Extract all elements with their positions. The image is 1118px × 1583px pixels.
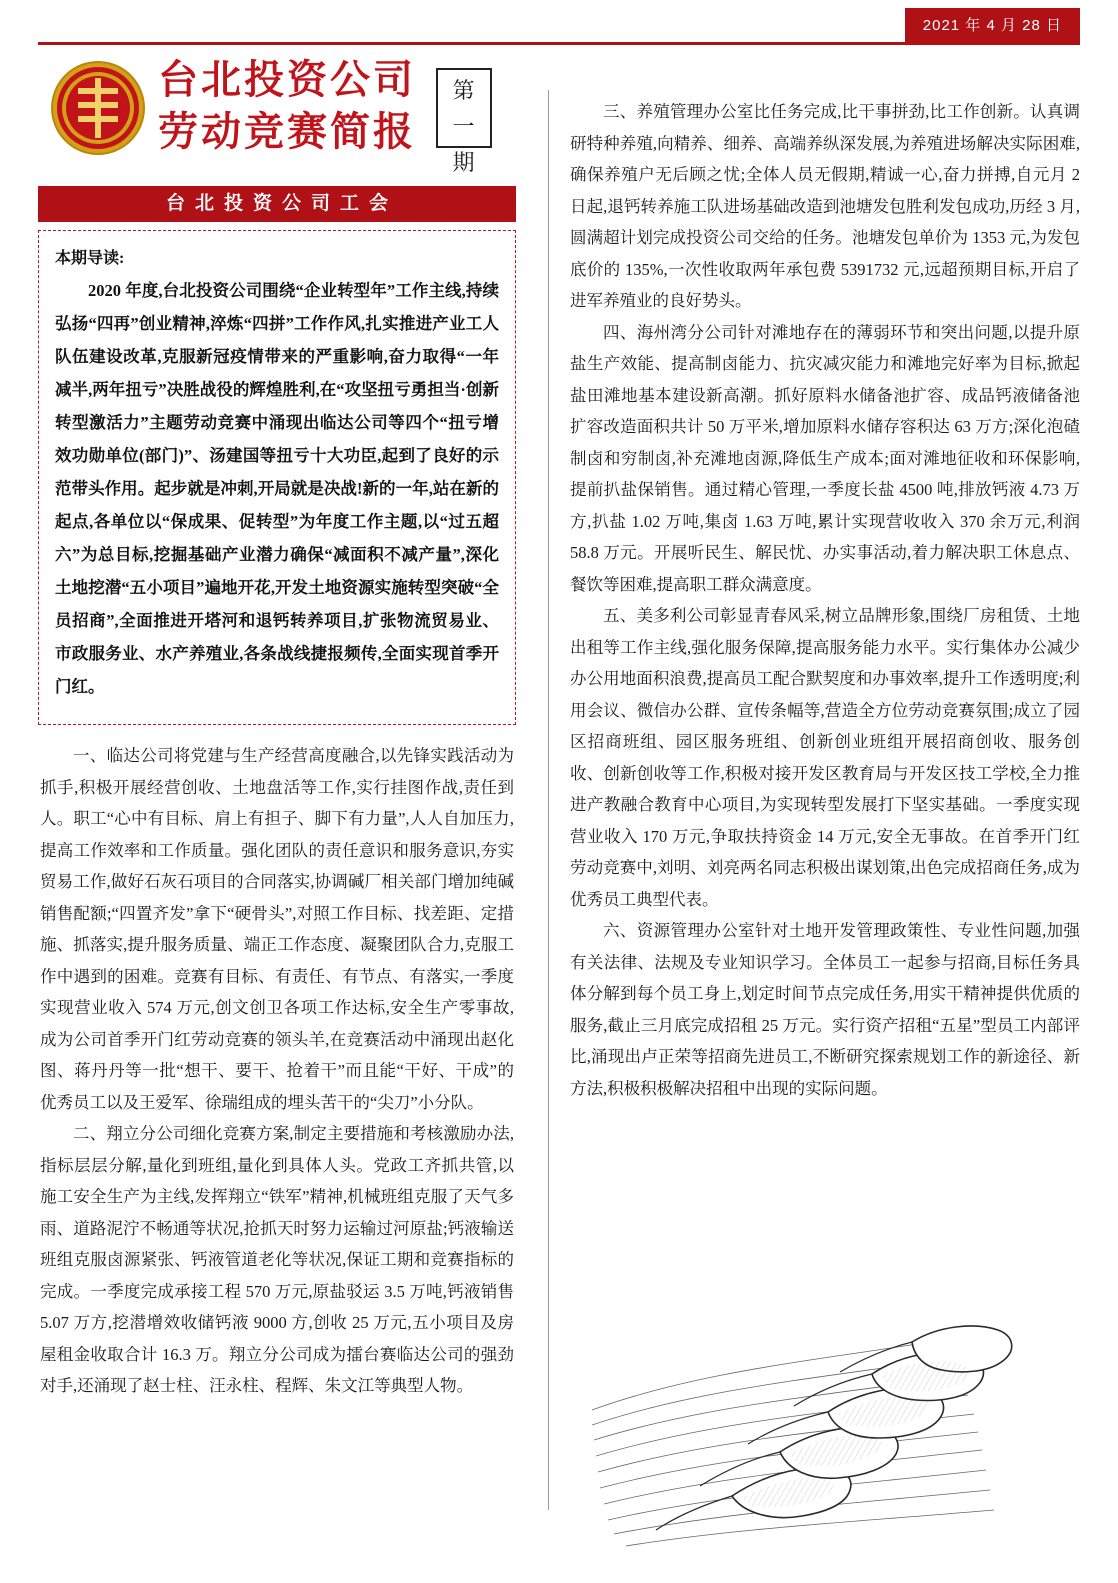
article-paragraph: 四、海州湾分公司针对滩地存在的薄弱环节和突出问题,以提升原盐生产效能、提高制卤能力、抗灾减灾能力和滩地完好率为目标,掀起盐田滩地基本建设新高潮。抓好原料水储备池扩容、成品钙液储备池扩容改造面积共计 50 万平米,增加原料水储存容积达 63 万方;深化泡碴制卤和穷制卤,补充滩地卤源,降低生产成本;面对滩地征收和环保影响,提前扒盐保销售。通过精心管理,一季度长盐 4500 吨,排放钙液 4.73 万方,扒盐 1.02 万吨,集卤 1.63 万吨,累计实现营收收入 370 余万元,利润 58.8 万元。开展听民生、解民忧、办实事活动,着力解决职工休息点、餐饮等困难,提高职工群众满意度。: [570, 322, 1080, 594]
lead-summary-body: 2020 年度,台北投资公司围绕“企业转型年”工作主线,持续弘扬“四再”创业精神,淬炼“四拼”工作作风,扎实推进产业工人队伍建设改革,克服新冠疫情带来的严重影响,奋力取得“一年减半,两年扭亏”决胜战役的辉煌胜利,在“攻坚扭亏勇担当·创新转型激活力”主题劳动竞赛中涌现出临达公司等四个“扭亏增效功勋单位(部门)”、汤建国等扭亏十大功臣,起到了良好的示范带头作用。起步就是冲刺,开局就是决战!新的一年,站在新的起点,各单位以“保成果、促转型”为年度工作主题,以“过五超六”为总目标,挖掘基础产业潜力确保“减面积不减产量”,深化土地挖潜“五小项目”遍地开花,开发土地资源实施转型突破“全员招商”,全面推进开塔河和退钙转养项目,扩张物流贸易业、市政服务业、水产养殖业,各条战线捷报频传,全面实现首季开门红。: [55, 281, 499, 696]
masthead-title-line2: 劳动竞赛简报: [158, 109, 416, 154]
article-paragraph: 二、翔立分公司细化竞赛方案,制定主要措施和考核激励办法,指标层层分解,量化到班组,量化到具体人头。党政工齐抓共管,以施工安全生产为主线,发挥翔立“铁军”精神,机械班组克服了天气多雨、道路泥泞不畅通等状况,抢抓天时努力运输过河原盐;钙液输送班组克服卤源紧张、钙液管道老化等状况,保证工期和竞赛指标的完成。一季度完成承接工程 570 万元,原盐驳运 3.5 万吨,钙液销售 5.07 万方,挖潜增效收储钙液 9000 方,创收 25 万元,五小项目及房屋租金收取合计 16.3 万。翔立分公司成为擂台赛临达公司的强劲对手,还涌现了赵士柱、汪永柱、程辉、朱文江等典型人物。: [40, 1124, 515, 1395]
hands-stacked-teamwork-illustration: [582, 1300, 1080, 1550]
masthead-title-line1: 台北投资公司: [158, 57, 416, 102]
masthead-title: [158, 54, 428, 158]
header-rule: [38, 42, 1080, 45]
lead-summary-box: [38, 230, 516, 725]
lead-summary-title: 本期导读:: [55, 250, 125, 267]
header-bar: [0, 0, 1118, 44]
article-paragraph: 六、资源管理办公室针对土地开发管理政策性、专业性问题,加强有关法律、法规及专业知识学习。全体员工一起参与招商,目标任务具体分解到每个员工身上,划定时间节点完成任务,用实干精神提供优质的服务,截止三月底完成招租 25 万元。实行资产招租“五星”型员工内部评比,涌现出卢正荣等招商先进员工,不断研究探索规划工作的新途径、新方法,积极积极解决招租中出现的实际问题。: [570, 921, 1080, 1098]
issue-label-2: 一: [452, 114, 476, 139]
left-column: [40, 740, 514, 1402]
column-divider: [548, 90, 549, 1510]
masthead: [38, 52, 518, 175]
article-paragraph: 一、临达公司将党建与生产经营高度融合,以先锋实践活动为抓手,积极开展经营创收、土地盘活等工作,实行挂图作战,责任到人。职工“心中有目标、肩上有担子、脚下有力量”,人人自加压力,提高工作效率和工作质量。强化团队的责任意识和服务意识,夯实贸易工作,做好石灰石项目的合同落实,协调碱厂相关部门增加纯碱销售配额;“四置齐发”拿下“硬骨头”,对照工作目标、找差距、定措施、抓落实,提升服务质量、端正工作态度、凝聚团队合力,克服工作中遇到的困难。竞赛有目标、有责任、有节点、有落实,一季度实现营业收入 574 万元,创文创卫各项工作达标,安全生产零事故,成为公司首季开门红劳动竞赛的领头羊,在竞赛活动中涌现出赵化图、蒋丹丹等一批“想干、要干、抢着干”而且能“干好、干成”的优秀员工以及王爱军、徐瑞组成的埋头苦干的“尖刀”小分队。: [40, 746, 514, 1112]
union-emblem-icon: [48, 58, 148, 158]
issue-label-1: 第: [452, 78, 476, 103]
issue-label-3: 期: [452, 150, 476, 175]
article-paragraph: 三、养殖管理办公室比任务完成,比干事拼劲,比工作创新。认真调研特种养殖,向精养、细养、高端养纵深发展,为养殖进场解决实际困难,确保养殖户无后顾之忧;全体人员无假期,精诚一心,奋力拼搏,自元月 2 日起,退钙转养施工队进场基础改造到池塘发包胜利发包成功,历经 3 月,圆满超计划完成投资公司交给的任务。池塘发包单价为 1353 元,为发包底价的 135%,一次性收取两年承包费 5391732 元,远超预期目标,开启了进军养殖业的良好势头。: [570, 102, 1080, 310]
issue-date: 2021 年 4 月 28 日: [905, 8, 1080, 42]
article-paragraph: 五、美多利公司彰显青春风采,树立品牌形象,围绕厂房租赁、土地出租等工作主线,强化服务保障,提高服务能力水平。实行集体办公减少办公用地面积浪费,提高员工配合默契度和办事效率,提升工作透明度;利用会议、微信办公群、宣传条幅等,营造全方位劳动竞赛氛围;成立了园区招商班组、园区服务班组、创新创业班组开展招商创收、服务创收、创新创收等工作,积极对接开发区教育局与开发区技工学校,全力推进产教融合教育中心项目,为实现转型发展打下坚实基础。一季度实现营业收入 170 万元,争取扶持资金 14 万元,安全无事故。在首季开门红劳动竞赛中,刘明、刘亮两名同志积极出谋划策,出色完成招商任务,成为优秀员工典型代表。: [570, 606, 1080, 909]
union-name-band: 台北投资公司工会: [38, 186, 516, 222]
right-column: [570, 96, 1080, 1104]
issue-number-box: [436, 68, 492, 175]
